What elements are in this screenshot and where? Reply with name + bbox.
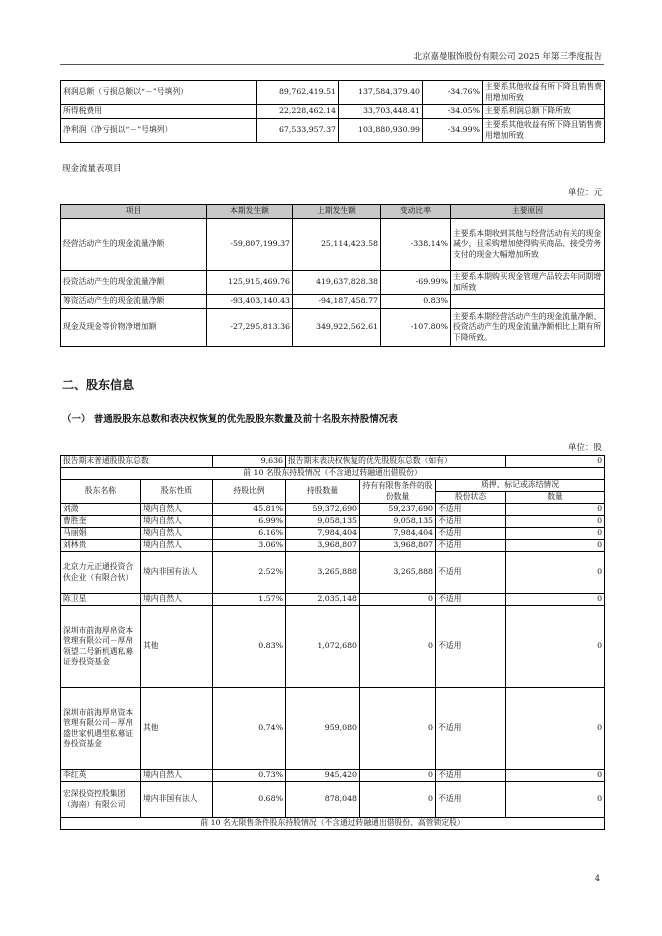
profit-previous: 137,584,379.40 <box>339 81 423 105</box>
holder-qty: 3,968,807 <box>286 540 360 552</box>
cashflow-table <box>60 204 605 347</box>
profit-current: 67,533,957.37 <box>257 119 339 143</box>
table-row <box>61 504 605 516</box>
report-header-title: 北京嘉曼服饰股份有限公司 2025 年第三季度报告 <box>413 52 602 62</box>
profit-reason: 主要系其他收益有所下降且销售费用增加所致 <box>483 81 605 105</box>
cashflow-current: -93,403,140.43 <box>207 295 293 309</box>
cashflow-item: 经营活动产生的现金流量净额 <box>61 219 207 271</box>
cashflow-unit: 单位：元 <box>567 188 602 198</box>
holder-qty: 3,265,888 <box>286 552 360 594</box>
holder-ratio: 0.74% <box>213 688 286 770</box>
cashflow-current: -59,807,199.37 <box>207 219 293 271</box>
table-row <box>61 540 605 552</box>
table-row <box>61 81 605 105</box>
cashflow-previous: 25,114,423.58 <box>293 219 381 271</box>
cashflow-reason: 主要系本期购买现金管理产品较去年同期增加所致 <box>451 271 605 295</box>
table-row <box>61 309 605 347</box>
table-row <box>61 594 605 606</box>
shareholder-unit: 单位：股 <box>567 443 602 453</box>
profit-reason: 主要系利润总额下降所致 <box>483 105 605 119</box>
holder-status: 不适用 <box>436 606 506 688</box>
holder-count: 0 <box>506 594 605 606</box>
holder-restricted: 0 <box>360 606 436 688</box>
holder-count: 0 <box>506 552 605 594</box>
cashflow-current: -27,295,813.36 <box>207 309 293 347</box>
holder-nature: 境内自然人 <box>141 516 213 528</box>
holder-status: 不适用 <box>436 516 506 528</box>
holder-count: 0 <box>506 528 605 540</box>
holder-name: 李红英 <box>61 770 141 782</box>
table-row <box>61 516 605 528</box>
col-header-item: 项目 <box>61 205 207 219</box>
col-header-count: 数量 <box>506 492 605 504</box>
holder-name: 深圳市前海厚帛资本管理有限公司－厚帛领望二号新机遇私募证券投资基金 <box>61 606 141 688</box>
holder-name: 马丽娟 <box>61 528 141 540</box>
col-header-change: 变动比率 <box>381 205 451 219</box>
holder-qty: 2,035,148 <box>286 594 360 606</box>
holder-qty: 878,048 <box>286 782 360 818</box>
holder-count: 0 <box>506 782 605 818</box>
table-row <box>61 105 605 119</box>
table-row <box>61 770 605 782</box>
col-header-restricted: 持有有限售条件的股份数量 <box>360 480 436 504</box>
holder-count: 0 <box>506 504 605 516</box>
holder-count: 0 <box>506 606 605 688</box>
holder-name: 宏深投资控股集团（海南）有限公司 <box>61 782 141 818</box>
table-header-row <box>61 205 605 219</box>
table-row <box>61 295 605 309</box>
col-header-pledge: 质押、标记或冻结情况 <box>436 480 605 492</box>
table-row <box>61 456 605 468</box>
col-header-name: 股东名称 <box>61 480 141 504</box>
cashflow-reason: 主要系本期收到其他与经营活动有关的现金减少，且采购增加使得购买商品、接受劳务支付的现金大幅增加所致 <box>451 219 605 271</box>
profit-change: -34.99% <box>423 119 483 143</box>
holder-ratio: 2.52% <box>213 552 286 594</box>
holder-status: 不适用 <box>436 540 506 552</box>
table-row <box>61 782 605 818</box>
cashflow-section-title: 现金流量表项目 <box>62 164 122 174</box>
profit-item-total: 利润总额（亏损总额以“－”号填列） <box>61 81 257 105</box>
cashflow-previous: 349,922,562.61 <box>293 309 381 347</box>
col-header-ratio: 持股比例 <box>213 480 286 504</box>
holder-restricted: 0 <box>360 770 436 782</box>
holder-ratio: 0.68% <box>213 782 286 818</box>
total-holders-value: 9,636 <box>213 456 286 468</box>
holder-ratio: 0.73% <box>213 770 286 782</box>
pref-holders-label: 报告期末表决权恢复的优先股股东总数（如有） <box>286 456 506 468</box>
total-holders-label: 报告期末普通股股东总数 <box>61 456 213 468</box>
holder-nature: 境内非国有法人 <box>141 552 213 594</box>
holder-count: 0 <box>506 540 605 552</box>
cashflow-change: -69.99% <box>381 271 451 295</box>
holder-qty: 945,420 <box>286 770 360 782</box>
holder-name: 深圳市前海厚帛资本管理有限公司－厚帛盛世家机遇型私募证券投资基金 <box>61 688 141 770</box>
holder-nature: 境内自然人 <box>141 504 213 516</box>
holder-status: 不适用 <box>436 770 506 782</box>
holder-status: 不适用 <box>436 504 506 516</box>
holder-restricted: 7,984,404 <box>360 528 436 540</box>
profit-current: 22,228,462.14 <box>257 105 339 119</box>
holder-restricted: 3,265,888 <box>360 552 436 594</box>
cashflow-reason <box>451 295 605 309</box>
cashflow-item: 现金及现金等价物净增加额 <box>61 309 207 347</box>
profit-current: 89,762,419.51 <box>257 81 339 105</box>
table-row <box>61 606 605 688</box>
table-row <box>61 468 605 480</box>
profit-previous: 103,880,930.99 <box>339 119 423 143</box>
cashflow-change: 0.83% <box>381 295 451 309</box>
profit-previous: 33,703,448.41 <box>339 105 423 119</box>
holder-nature: 其他 <box>141 606 213 688</box>
holder-status: 不适用 <box>436 594 506 606</box>
holder-qty: 59,372,690 <box>286 504 360 516</box>
profit-change: -34.76% <box>423 81 483 105</box>
holder-ratio: 6.99% <box>213 516 286 528</box>
holder-nature: 境内自然人 <box>141 528 213 540</box>
holder-status: 不适用 <box>436 688 506 770</box>
col-header-qty: 持股数量 <box>286 480 360 504</box>
holder-status: 不适用 <box>436 782 506 818</box>
shareholder-table <box>60 455 605 830</box>
profit-change-table <box>60 80 605 143</box>
table-header-row <box>61 480 605 492</box>
pref-holders-value: 0 <box>506 456 605 468</box>
table-row <box>61 119 605 143</box>
holder-restricted: 3,968,807 <box>360 540 436 552</box>
col-header-nature: 股东性质 <box>141 480 213 504</box>
holder-restricted: 0 <box>360 688 436 770</box>
cashflow-reason: 主要系本期经营活动产生的现金流量净额、投资活动产生的现金流量净额相比上期有所下降所致。 <box>451 309 605 347</box>
table-row <box>61 219 605 271</box>
holder-count: 0 <box>506 688 605 770</box>
holder-ratio: 0.83% <box>213 606 286 688</box>
holder-nature: 境内自然人 <box>141 594 213 606</box>
holder-name: 陈卫星 <box>61 594 141 606</box>
holder-ratio: 6.16% <box>213 528 286 540</box>
col-header-previous: 上期发生额 <box>293 205 381 219</box>
top10-title-row: 前 10 名股东持股情况（不含通过转融通出借股份） <box>61 468 605 480</box>
header-divider <box>60 64 604 65</box>
holder-name: 曹胜奎 <box>61 516 141 528</box>
table-row <box>61 552 605 594</box>
profit-item-tax: 所得税费用 <box>61 105 257 119</box>
holder-name: 刘溦 <box>61 504 141 516</box>
holder-status: 不适用 <box>436 528 506 540</box>
profit-reason: 主要系其他收益有所下降且销售费用增加所致 <box>483 119 605 143</box>
holder-count: 0 <box>506 770 605 782</box>
holder-ratio: 45.81% <box>213 504 286 516</box>
holder-nature: 境内自然人 <box>141 770 213 782</box>
page-number: 4 <box>594 874 600 883</box>
col-header-status: 股份状态 <box>436 492 506 504</box>
holder-count: 0 <box>506 516 605 528</box>
cashflow-current: 125,915,469.76 <box>207 271 293 295</box>
table-row <box>61 688 605 770</box>
holder-name: 刘林贵 <box>61 540 141 552</box>
col-header-current: 本期发生额 <box>207 205 293 219</box>
cashflow-item: 投资活动产生的现金流量净额 <box>61 271 207 295</box>
subsection-title-top10: （一） 普通股股东总数和表决权恢复的优先股股东数量及前十名股东持股情况表 <box>62 414 398 425</box>
top10-unrestricted-title-row: 前 10 名无限售条件股东持股情况（不含通过转融通出借股份、高管锁定股） <box>61 818 605 830</box>
holder-qty: 7,984,404 <box>286 528 360 540</box>
holder-restricted: 0 <box>360 594 436 606</box>
table-row <box>61 818 605 830</box>
holder-qty: 9,058,135 <box>286 516 360 528</box>
table-row <box>61 528 605 540</box>
col-header-reason: 主要原因 <box>451 205 605 219</box>
holder-nature: 境内非国有法人 <box>141 782 213 818</box>
holder-qty: 1,072,680 <box>286 606 360 688</box>
profit-item-net: 净利润（净亏损以“－”号填列） <box>61 119 257 143</box>
holder-qty: 959,080 <box>286 688 360 770</box>
table-row <box>61 271 605 295</box>
section-title-shareholders: 二、股东信息 <box>62 378 135 392</box>
cashflow-previous: -94,187,458.77 <box>293 295 381 309</box>
holder-nature: 境内自然人 <box>141 540 213 552</box>
cashflow-change: -338.14% <box>381 219 451 271</box>
cashflow-change: -107.80% <box>381 309 451 347</box>
holder-name: 北京力元正通投资合伙企业（有限合伙） <box>61 552 141 594</box>
holder-restricted: 9,058,135 <box>360 516 436 528</box>
holder-restricted: 0 <box>360 782 436 818</box>
holder-restricted: 59,237,690 <box>360 504 436 516</box>
holder-ratio: 3.06% <box>213 540 286 552</box>
holder-status: 不适用 <box>436 552 506 594</box>
cashflow-previous: 419,637,828.38 <box>293 271 381 295</box>
profit-change: -34.05% <box>423 105 483 119</box>
cashflow-item: 筹资活动产生的现金流量净额 <box>61 295 207 309</box>
holder-nature: 其他 <box>141 688 213 770</box>
holder-ratio: 1.57% <box>213 594 286 606</box>
